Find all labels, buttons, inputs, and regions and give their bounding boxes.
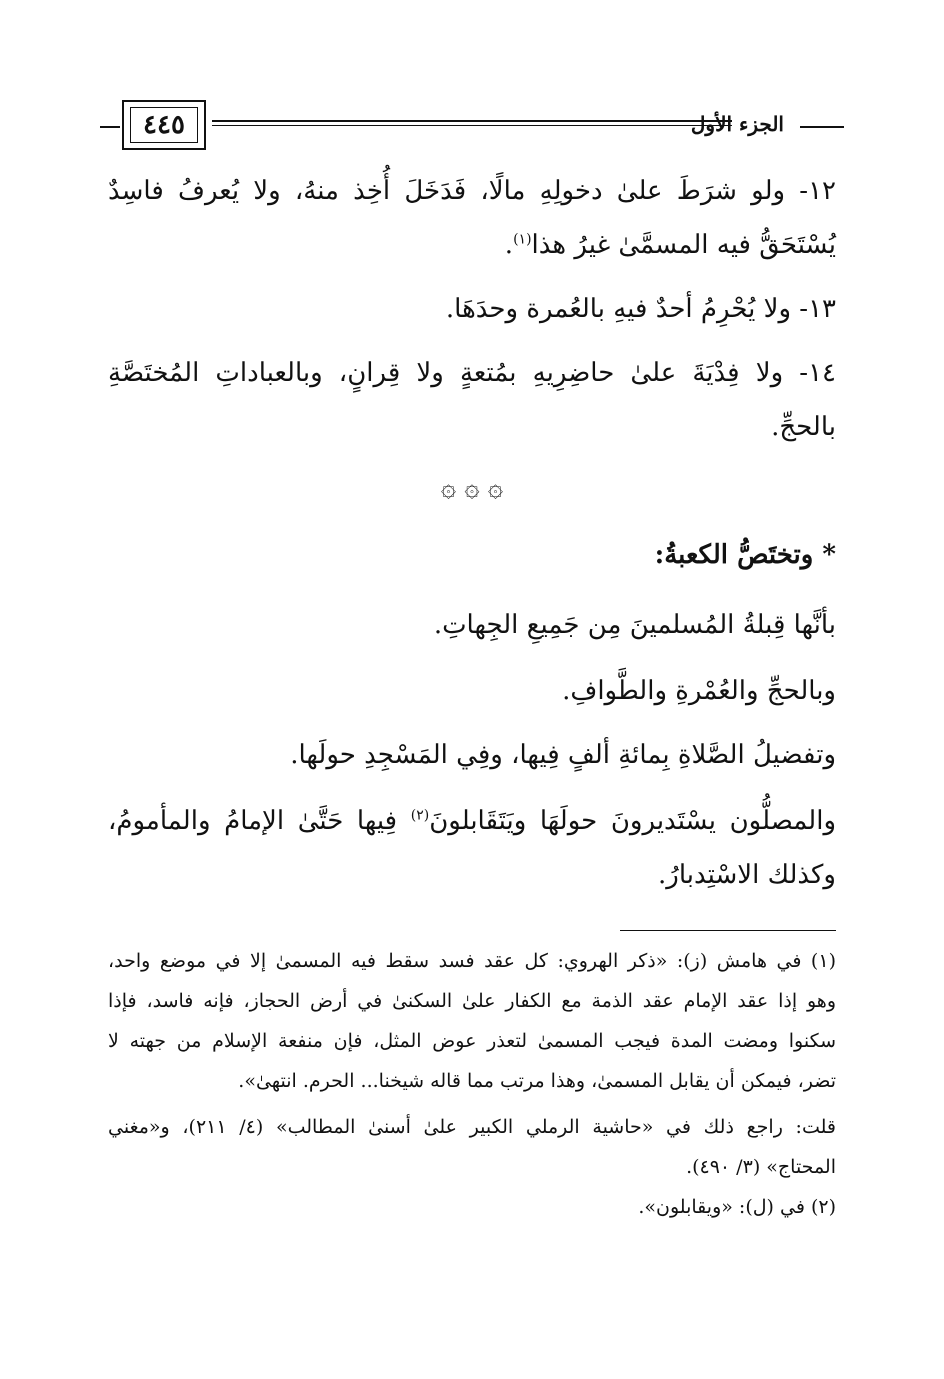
kaaba-point-4-text-a: والمصلُّون يسْتَديرونَ حولَهَا ويَتَقَابلونَ — [429, 806, 836, 836]
footnote-1-line-5: قلت: راجع ذلك في «حاشية الرملي الكبير علىٰ أسنىٰ المطالب» (٤/ ٢١١)، و«مغني — [108, 1116, 836, 1138]
footnote-1-line-4: تضر، فيمكن أن يقابل المسمىٰ، وهذا مرتب مما قاله شيخنا... الحرم. انتهىٰ». — [238, 1070, 836, 1092]
footnote-1-line-2: وهو إذا عقد الإمام عقد الذمة مع الكفار علىٰ السكنىٰ في أرض الحجاز، فإنه فاسد، فإذا — [108, 990, 836, 1012]
footnote-2: (٢) في (ل): «ويقابلون». — [638, 1196, 836, 1218]
kaaba-point-4-line-1 — [108, 806, 836, 836]
item-12-line-2 — [108, 230, 836, 260]
footnote-ref-1: (١) — [513, 231, 532, 248]
item-12-period: . — [504, 230, 514, 260]
section-separator-ornaments: ۞ ۞ ۞ — [440, 473, 504, 503]
item-12-line-1: ١٢- ولو شرَطَ علىٰ دخولِهِ مالًا، فَدَخَلَ أُخِذ منهُ، ولا يُعرفُ فاسِدٌ — [108, 176, 836, 206]
page-header — [100, 98, 844, 158]
kaaba-point-4-line-2: وكذلك الاسْتِدبارُ. — [658, 860, 836, 890]
section-heading: * وتختَصُّ الكعبةُ: — [654, 540, 836, 570]
header-rule-right — [800, 126, 844, 128]
item-12-text: يُسْتَحَقُّ فيه المسمَّىٰ غيرُ هذا — [531, 230, 836, 260]
item-14-line-2: بالحجِّ. — [771, 412, 836, 442]
running-title: الجزء الأول — [690, 112, 784, 136]
kaaba-point-3: وتفضيلُ الصَّلاةِ بِمائةِ ألفٍ فِيها، وفِي المَسْجِدِ حولَها. — [290, 740, 836, 770]
header-rule-middle-thin — [212, 125, 732, 126]
kaaba-point-2: وبالحجِّ والعُمْرةِ والطَّوافِ. — [562, 676, 836, 706]
item-14-line-1: ١٤- ولا فِدْيَةَ علىٰ حاضِرِيهِ بمُتعةٍ ولا قِرانٍ، وبالعباداتِ المُختَصَّةِ — [108, 358, 836, 388]
header-rule-left — [100, 126, 120, 128]
page-number: ٤٤٥ — [130, 107, 198, 143]
page-number-box — [122, 100, 206, 150]
item-13: ١٣- ولا يُحْرِمُ أحدٌ فيهِ بالعُمرة وحدَهَا. — [445, 294, 836, 324]
footnote-ref-2: (٢) — [410, 807, 430, 824]
footnote-1-line-1: (١) في هامش (ز): «ذكر الهروي: كل عقد فسد سقط فيه المسمىٰ إلا في موضع واحد، — [108, 950, 836, 972]
footnote-separator — [620, 930, 836, 931]
footnote-1-line-3: سكنوا ومضت المدة فيجب المسمىٰ لتعذر عوض المثل، فإن منفعة الإسلام من جهته لا — [108, 1030, 836, 1052]
kaaba-point-1: بأنَّها قِبلةُ المُسلمينَ مِن جَمِيعِ الجِهاتِ. — [433, 610, 836, 640]
header-rule-middle — [212, 120, 732, 122]
kaaba-point-4-text-b: فِيها حَتَّىٰ الإمامُ والمأمومُ، — [108, 806, 411, 836]
footnote-1-line-6: المحتاج» (٣/ ٤٩٠). — [686, 1156, 836, 1178]
